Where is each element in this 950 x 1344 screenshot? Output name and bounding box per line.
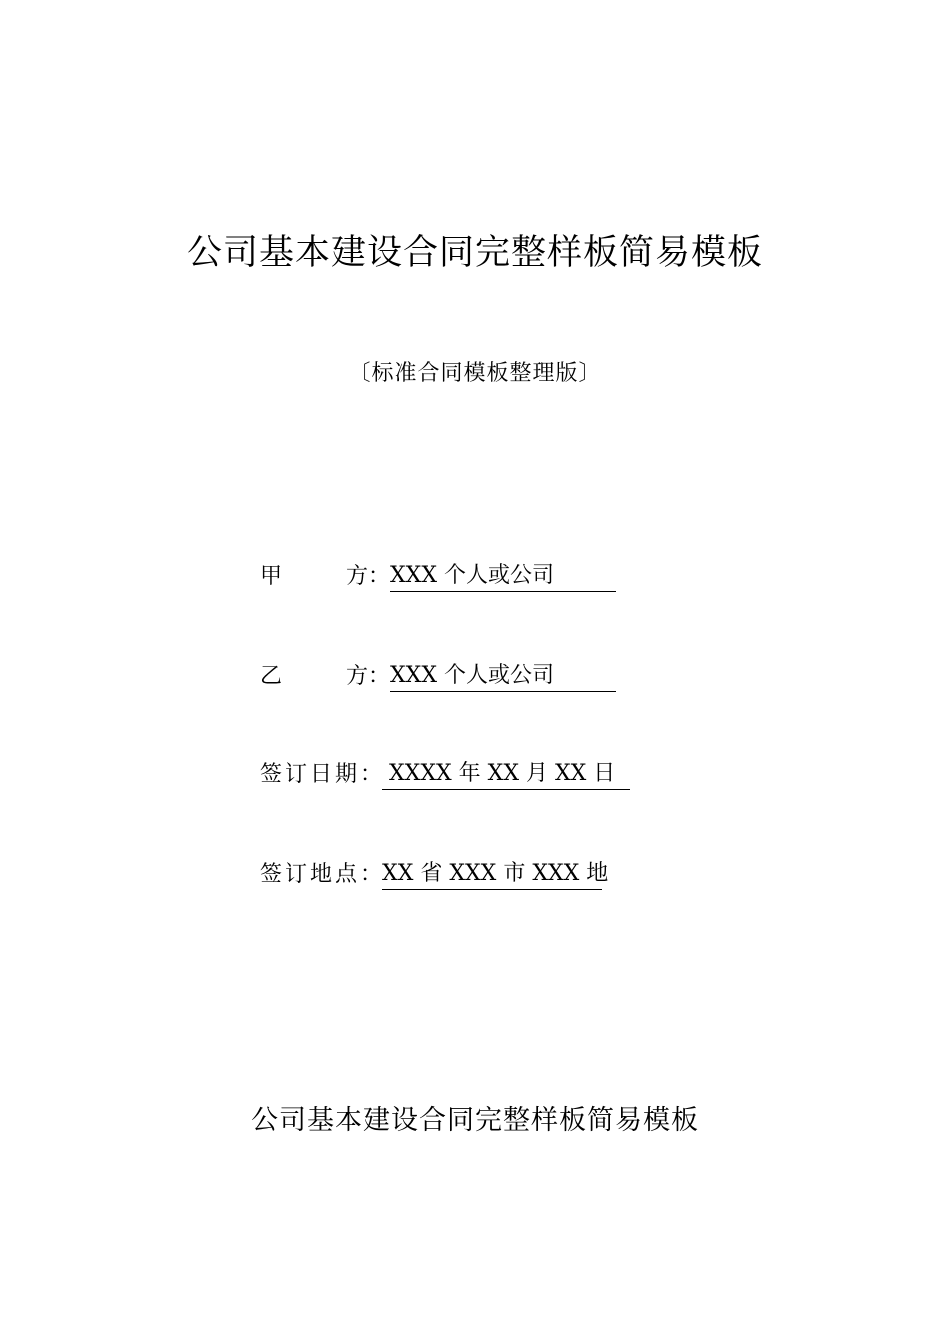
sign-date-field	[260, 756, 630, 790]
party-b-label-char1: 乙	[260, 664, 283, 689]
party-a-label-char1: 甲	[260, 564, 283, 589]
sign-location-label: 签订地点	[260, 862, 361, 887]
sign-date-label: 签订日期	[260, 762, 361, 787]
party-a-colon: ：	[368, 564, 391, 589]
party-b-label-char2: 方	[345, 664, 368, 689]
sign-date-colon: ：	[360, 762, 383, 787]
sign-location-value: XX 省 XXX 市 XXX 地	[382, 860, 602, 890]
document-subtitle: 〔标准合同模板整理版〕	[348, 361, 602, 386]
document-title: 公司基本建设合同完整样板简易模板	[186, 233, 763, 273]
party-a-field	[260, 558, 616, 592]
footer-title: 公司基本建设合同完整样板简易模板	[251, 1105, 699, 1136]
party-b-label	[260, 662, 368, 692]
sign-date-value: XXXX 年 XX 月 XX 日	[382, 760, 630, 790]
party-b-colon: ：	[368, 664, 391, 689]
party-b-field	[260, 658, 616, 692]
party-a-label-char2: 方	[345, 564, 368, 589]
sign-location-field	[260, 856, 609, 890]
party-a-label	[260, 562, 368, 592]
sign-location-colon: ：	[360, 862, 383, 887]
party-b-value: XXX 个人或公司	[390, 662, 616, 692]
party-a-value: XXX 个人或公司	[390, 562, 616, 592]
